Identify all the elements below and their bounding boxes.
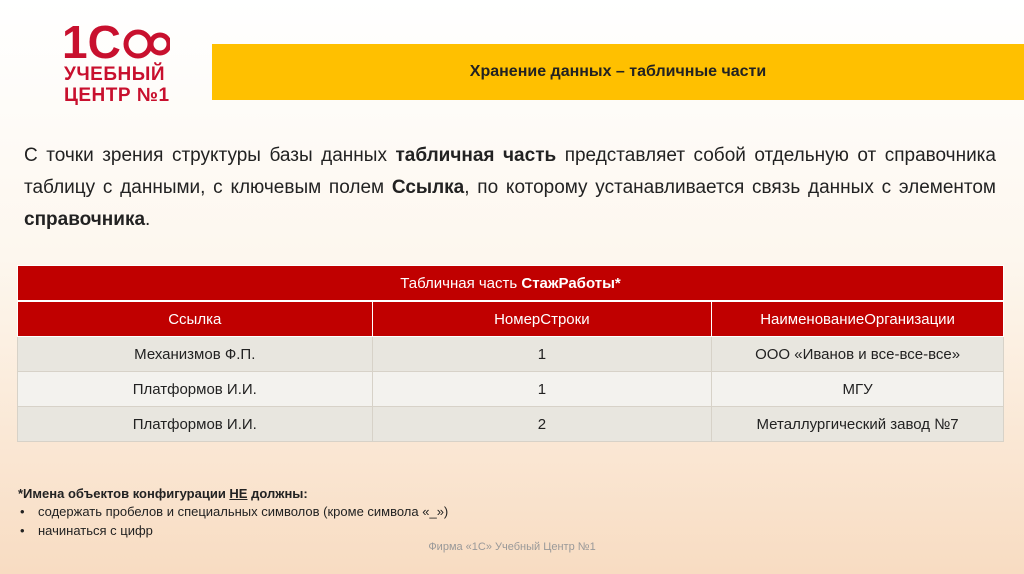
cell-org-name: ООО «Иванов и все-все-все» <box>712 337 1004 372</box>
cell-line-number: 1 <box>372 372 712 407</box>
intro-paragraph <box>24 140 996 236</box>
logo-glasses-left <box>126 32 150 56</box>
header-banner <box>212 44 1024 100</box>
para-text-1: С точки зрения структуры базы данных <box>24 145 396 166</box>
column-header-org-name: НаименованиеОрганизации <box>712 301 1004 337</box>
list-item-text: содержать пробелов и специальных символов (кроме символа «_») <box>38 504 449 519</box>
para-text-4: . <box>145 209 151 230</box>
para-bold-3: справочника <box>24 209 146 230</box>
list-item-text: начинаться с цифр <box>38 523 153 538</box>
naming-rules-note <box>18 486 718 542</box>
para-text-3: , по которому устанавливается связь данных с элементом <box>464 177 996 198</box>
cell-org-name: Металлургический завод №7 <box>712 407 1004 442</box>
logo-line-2: ЦЕНТР №1 <box>64 85 170 106</box>
table-row <box>18 337 1004 372</box>
logo <box>60 16 170 108</box>
note-list <box>18 504 718 538</box>
cell-ref: Механизмов Ф.П. <box>18 337 373 372</box>
cell-ref: Платформов И.И. <box>18 407 373 442</box>
logo-glasses-right <box>151 35 169 53</box>
footer-text: Фирма «1С» Учебный Центр №1 <box>428 541 596 553</box>
table-row <box>18 407 1004 442</box>
table-row <box>18 372 1004 407</box>
table-caption-prefix: Табличная часть <box>400 274 522 292</box>
logo-1c-mark <box>60 16 170 64</box>
logo-line-1: УЧЕБНЫЙ <box>64 64 165 85</box>
cell-line-number: 1 <box>372 337 712 372</box>
note-title <box>18 486 718 501</box>
note-title-suffix: должны: <box>247 486 308 501</box>
logo-brand-text: 1С <box>62 16 121 64</box>
cell-ref: Платформов И.И. <box>18 372 373 407</box>
cell-line-number: 2 <box>372 407 712 442</box>
note-title-prefix: *Имена объектов конфигурации <box>18 486 230 501</box>
table-caption <box>18 266 1004 302</box>
bullet-icon: • <box>20 504 25 519</box>
column-header-ref: Ссылка <box>18 301 373 337</box>
list-item <box>18 523 718 538</box>
para-bold-1: табличная часть <box>395 145 557 166</box>
cell-org-name: МГУ <box>712 372 1004 407</box>
page-title: Хранение данных – табличные части <box>469 63 767 80</box>
tabular-section-table <box>17 265 1004 442</box>
list-item <box>18 504 718 519</box>
column-header-line-number: НомерСтроки <box>372 301 712 337</box>
bullet-icon: • <box>20 523 25 538</box>
table-caption-bold: СтажРаботы* <box>521 274 621 292</box>
note-title-underlined: НЕ <box>229 486 248 501</box>
para-bold-2: Ссылка <box>391 177 465 198</box>
para-text-2: представляет собой отдельную от справочника таблицу с данными, с ключевым полем <box>24 145 996 198</box>
